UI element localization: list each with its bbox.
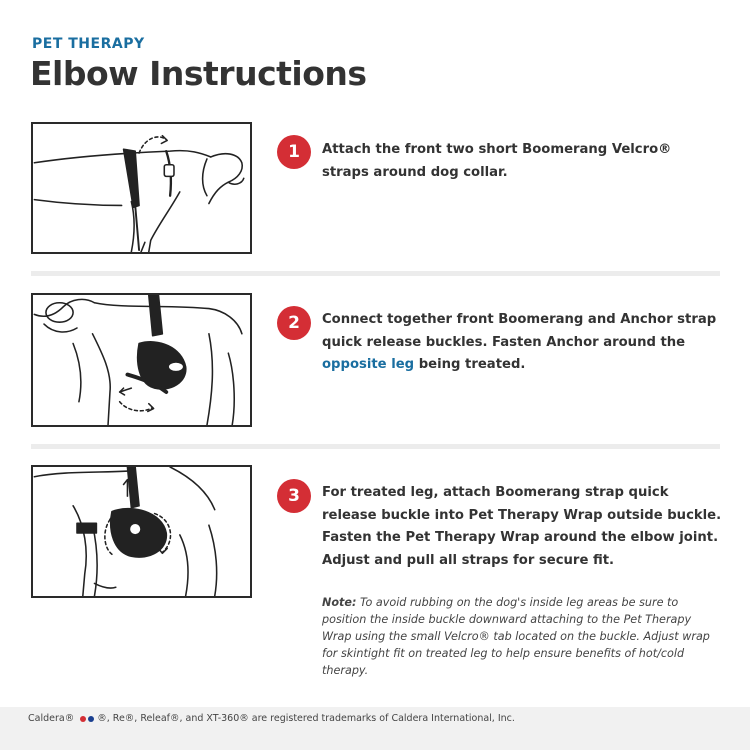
opposite-leg-link[interactable]: opposite leg [322, 357, 415, 372]
note-paragraph [322, 594, 722, 679]
step-2-text [322, 309, 722, 377]
footer-prefix: Caldera® [28, 713, 75, 724]
divider-1 [31, 271, 720, 276]
step-1-badge: 1 [277, 135, 311, 169]
eyebrow-label: PET THERAPY [32, 36, 145, 52]
step-2-badge: 2 [277, 306, 311, 340]
step-2-text-start: Connect together front Boomerang and Anchor strap quick release buckles. Fasten Anchor around the [322, 312, 717, 350]
step-1-illustration [31, 122, 252, 254]
step-2-illustration [31, 293, 252, 427]
trademark-footer [0, 707, 750, 750]
step-3-text: For treated leg, attach Boomerang strap quick release buckle into Pet Therapy Wrap outside buckle. Fasten the Pet Therapy Wrap around the elbow joint. Adjust and pull all straps for secure fit. [322, 485, 722, 568]
page-title: Elbow Instructions [30, 54, 367, 93]
step-3-illustration [31, 465, 252, 598]
divider-2 [31, 444, 720, 449]
note-label: Note: [322, 596, 357, 609]
note-text: To avoid rubbing on the dog's inside leg areas be sure to position the inside buckle downward attaching to the Pet Therapy Wrap using the small Velcro® tab located on the buckle. Adjust wrap for skintight fit on treated leg to help ensure benefits of hot/cold therapy. [322, 596, 710, 677]
footer-suffix: ®, Re®, Releaf®, and XT-360® are registered trademarks of Caldera International, Inc. [97, 713, 515, 724]
step-1-text: Attach the front two short Boomerang Velcro® straps around dog collar. [322, 142, 672, 180]
step-3-badge: 3 [277, 479, 311, 513]
step-2-text-end: being treated. [414, 357, 526, 372]
brand-dots-icon [79, 713, 95, 724]
